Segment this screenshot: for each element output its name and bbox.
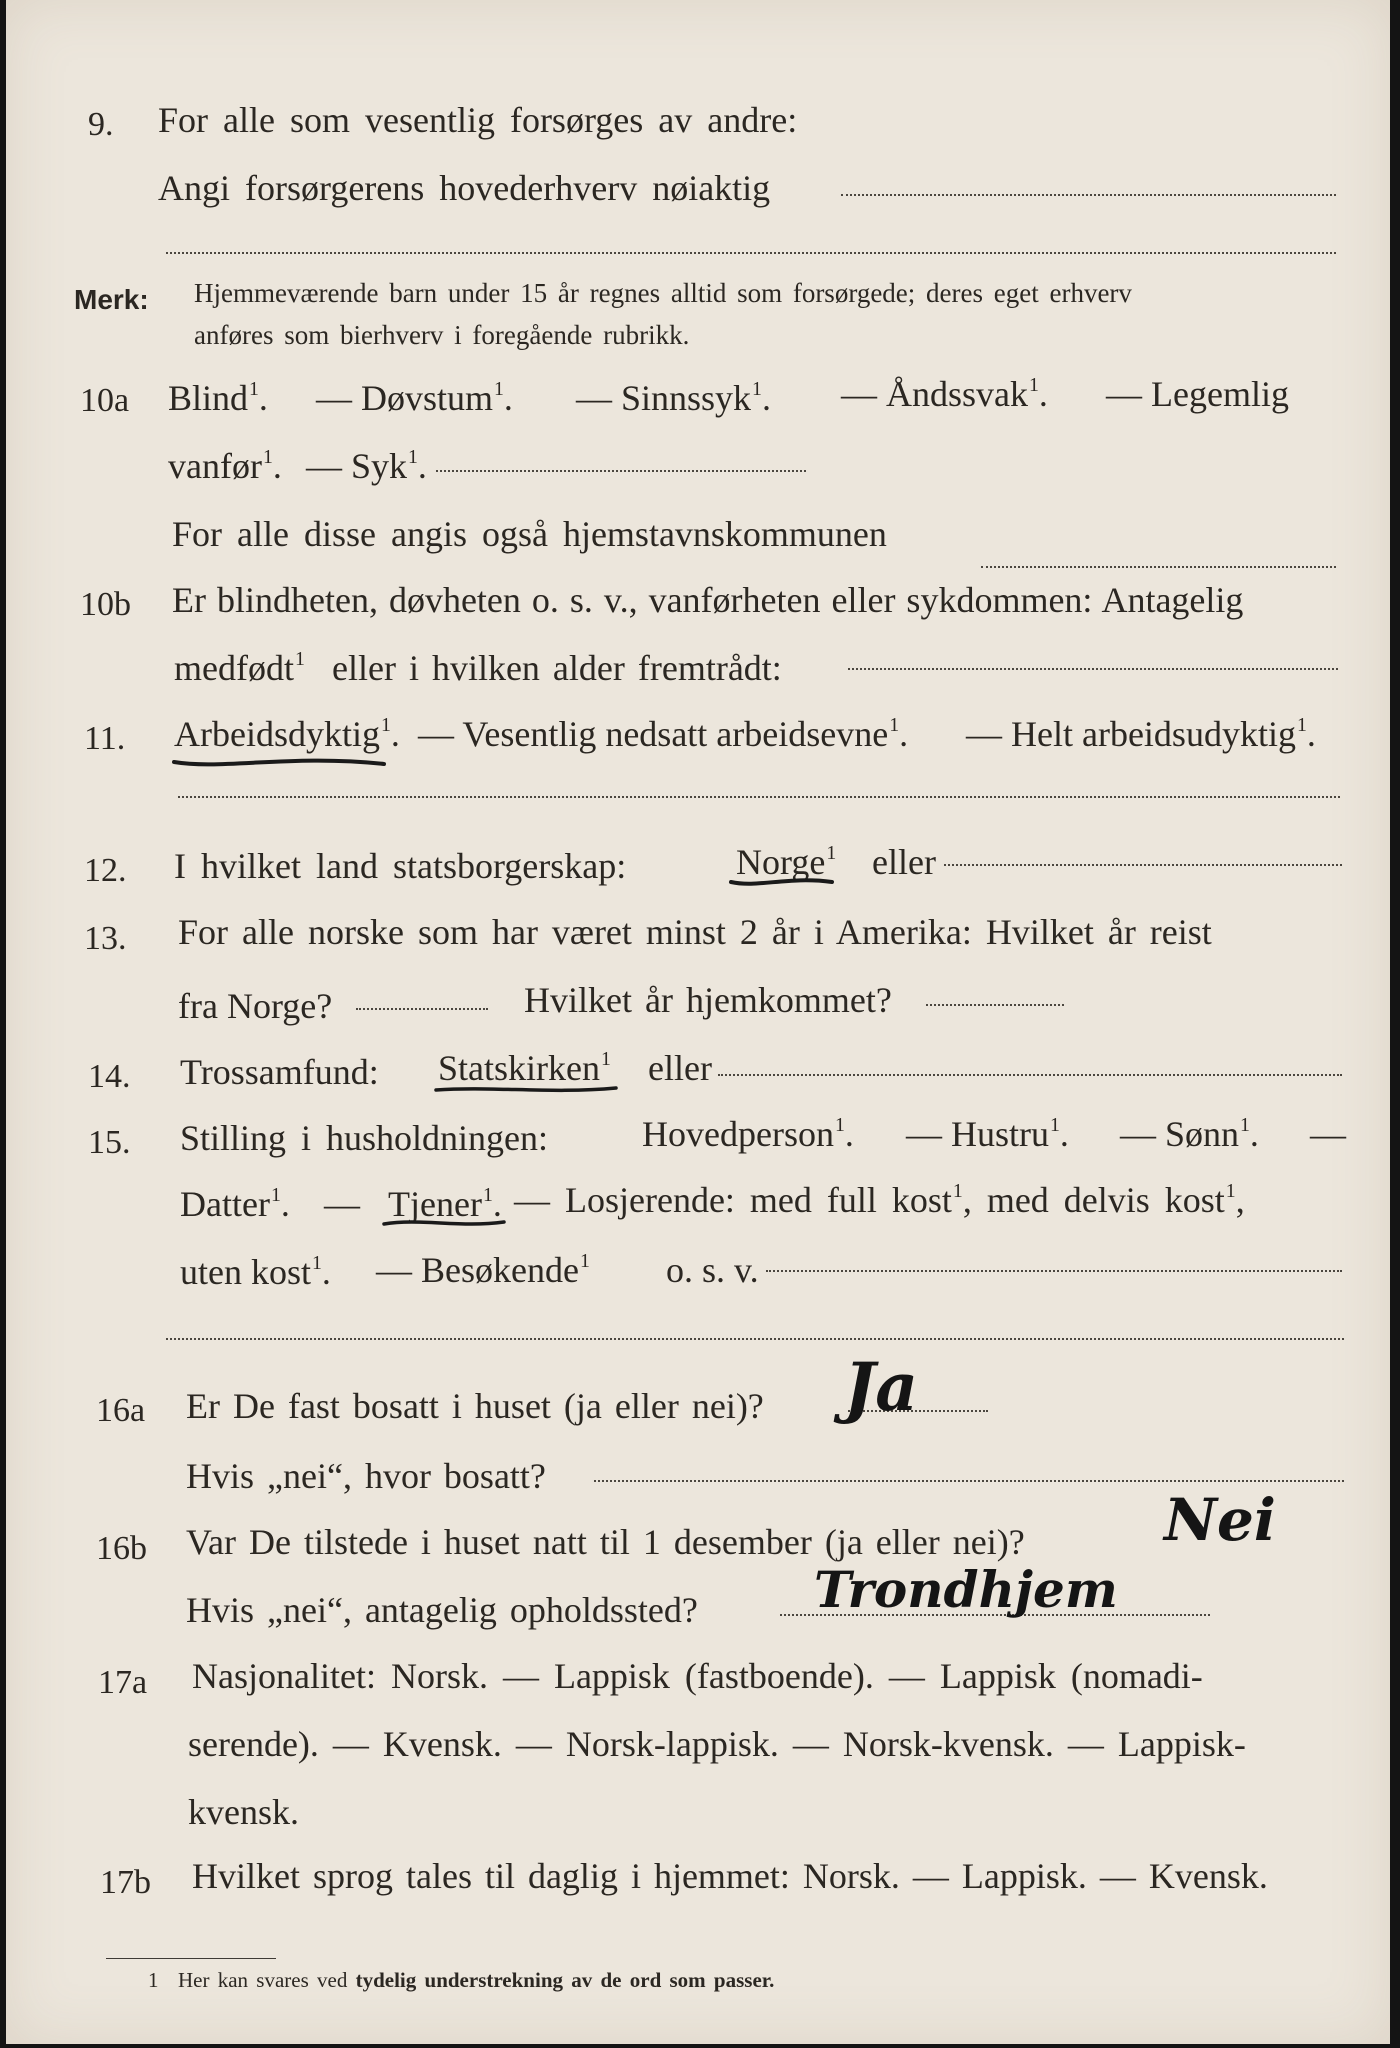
q10a-blind: Blind$^1$. <box>168 378 268 418</box>
q9-answer-line[interactable] <box>841 194 1336 196</box>
q16a-hvis-nei-line[interactable] <box>594 1480 1344 1482</box>
merk-label: Merk: <box>74 284 149 315</box>
q15-datter: Datter$^1$. <box>180 1184 290 1224</box>
q9-answer-line-2[interactable] <box>166 252 1336 254</box>
q10a-dovstum: — Døvstum$^1$. <box>316 378 513 418</box>
merk-note-line-2: anføres som bierhverv i foregående rubrikk. <box>194 320 690 350</box>
q10a-syk: — Syk$^1$. <box>306 446 427 486</box>
q15-sonn: — Sønn$^1$. <box>1120 1114 1259 1154</box>
q13-hjemkommet: Hvilket år hjemkommet? <box>524 980 892 1020</box>
q15-uten-kost: uten kost$^1$. <box>180 1252 331 1292</box>
q15-dash: — <box>1310 1114 1346 1154</box>
q11-nedsatt: — Vesentlig nedsatt arbeidsevne$^1$. <box>418 714 909 754</box>
q10b-alder: eller i hvilken alder fremtrådt: <box>332 648 782 688</box>
q17b-question: Hvilket sprog tales til daglig i hjemmet: Norsk. — Lappisk. — Kvensk. <box>192 1856 1268 1896</box>
q16a-number: 16a <box>96 1392 146 1429</box>
q11-arbeidsdyktig: Arbeidsdyktig$^1$. <box>174 714 400 754</box>
q10b-answer-line[interactable] <box>848 668 1338 670</box>
q10a-vanfor: vanfør$^1$. <box>168 446 282 486</box>
q10a-andssvak: — Åndssvak$^1$. <box>841 374 1048 414</box>
q16b-handwritten-answer: Nei <box>1164 1486 1276 1554</box>
footnote-mark: 1 <box>148 1968 159 1992</box>
q10b-number: 10b <box>80 586 131 623</box>
q15-besokende: — Besøkende$^1$ <box>376 1250 590 1290</box>
q15-dash-2: — <box>324 1184 360 1224</box>
q16b-handwritten-opholdssted: Trondhjem <box>814 1560 1118 1619</box>
q10a-number: 10a <box>80 382 130 419</box>
q16b-question: Var De tilstede i huset natt til 1 desember (ja eller nei)? <box>186 1522 1025 1562</box>
q13-reist: fra Norge? <box>178 986 333 1026</box>
q17a-line-1: Nasjonalitet: Norsk. — Lappisk (fastboende). — Lappisk (nomadi- <box>192 1656 1203 1696</box>
q15-handwritten-underline <box>380 1214 510 1234</box>
footnote-rule <box>106 1958 276 1959</box>
q13-question: For alle norske som har været minst 2 år i Amerika: Hvilket år reist <box>178 912 1212 952</box>
q15-answer-line-2[interactable] <box>166 1338 1344 1340</box>
q9-subquestion: Angi forsørgerens hovederhverv nøiaktig <box>158 168 771 208</box>
q13-hjemkommet-line[interactable] <box>926 1004 1064 1006</box>
q10a-hjemstavn: For alle disse angis også hjemstavnskommunen <box>172 514 887 554</box>
q10a-hjemstavn-line[interactable] <box>981 566 1336 568</box>
census-form-page <box>6 0 1390 2044</box>
q14-question: Trossamfund: <box>180 1052 379 1092</box>
q12-answer-line[interactable] <box>944 864 1342 866</box>
q14-number: 14. <box>88 1058 131 1095</box>
q15-number: 15. <box>88 1124 131 1161</box>
q10a-legemlig: — Legemlig <box>1106 374 1289 414</box>
q15-hustru: — Hustru$^1$. <box>906 1114 1069 1154</box>
q9-question: For alle som vesentlig forsørges av andre: <box>158 100 798 140</box>
q16a-question: Er De fast bosatt i huset (ja eller nei)? <box>186 1386 764 1426</box>
q16a-handwritten-answer: Ja <box>844 1348 918 1426</box>
q16b-number: 16b <box>96 1530 147 1567</box>
q17b-number: 17b <box>100 1864 151 1901</box>
q12-eller: eller <box>872 842 936 882</box>
q15-osv: o. s. v. <box>666 1250 759 1290</box>
footnote-text: Her kan svares ved tydelig understrekning av de ord som passer. <box>178 1968 775 1992</box>
q10b-question: Er blindheten, døvheten o. s. v., vanførheten eller sykdommen: Antagelig <box>172 580 1244 620</box>
q16a-hvis-nei: Hvis „nei“, hvor bosatt? <box>186 1456 546 1496</box>
q15-answer-line[interactable] <box>766 1270 1342 1272</box>
q11-udyktig: — Helt arbeidsudyktig$^1$. <box>966 714 1316 754</box>
q11-answer-line[interactable] <box>178 796 1340 798</box>
q11-number: 11. <box>84 720 126 757</box>
q12-norge: Norge$^1$ <box>736 842 837 882</box>
q17a-number: 17a <box>98 1664 148 1701</box>
q11-handwritten-underline <box>172 748 392 776</box>
q12-question: I hvilket land statsborgerskap: <box>174 846 627 886</box>
q17a-line-2: serende). — Kvensk. — Norsk-lappisk. — Norsk-kvensk. — Lappisk- <box>188 1724 1246 1764</box>
q15-losjerende: — Losjerende: med full kost$^1$, med delvis kost$^1$, <box>514 1180 1245 1220</box>
q13-number: 13. <box>84 920 127 957</box>
q17a-line-3: kvensk. <box>188 1792 299 1832</box>
q14-eller: eller <box>648 1048 712 1088</box>
q14-answer-line[interactable] <box>718 1074 1342 1076</box>
merk-note-line-1: Hjemmeværende barn under 15 år regnes alltid som forsørgede; deres eget erhverv <box>194 278 1132 308</box>
q15-hovedperson: Hovedperson$^1$. <box>642 1114 854 1154</box>
q15-question: Stilling i husholdningen: <box>180 1118 549 1158</box>
q12-handwritten-underline <box>728 872 838 894</box>
q9-number: 9. <box>88 106 114 143</box>
q13-reist-line[interactable] <box>356 1008 488 1010</box>
q10a-sinnssyk: — Sinnssyk$^1$. <box>576 378 771 418</box>
q12-number: 12. <box>84 852 127 889</box>
q14-handwritten-underline <box>432 1080 622 1100</box>
q15-tjener: Tjener$^1$. <box>388 1184 502 1224</box>
q10a-answer-line[interactable] <box>436 470 806 472</box>
q16b-hvis-nei: Hvis „nei“, antagelig opholdssted? <box>186 1590 698 1630</box>
q10b-medfodt: medfødt$^1$ <box>174 648 305 688</box>
q14-statskirken: Statskirken$^1$ <box>438 1048 611 1088</box>
